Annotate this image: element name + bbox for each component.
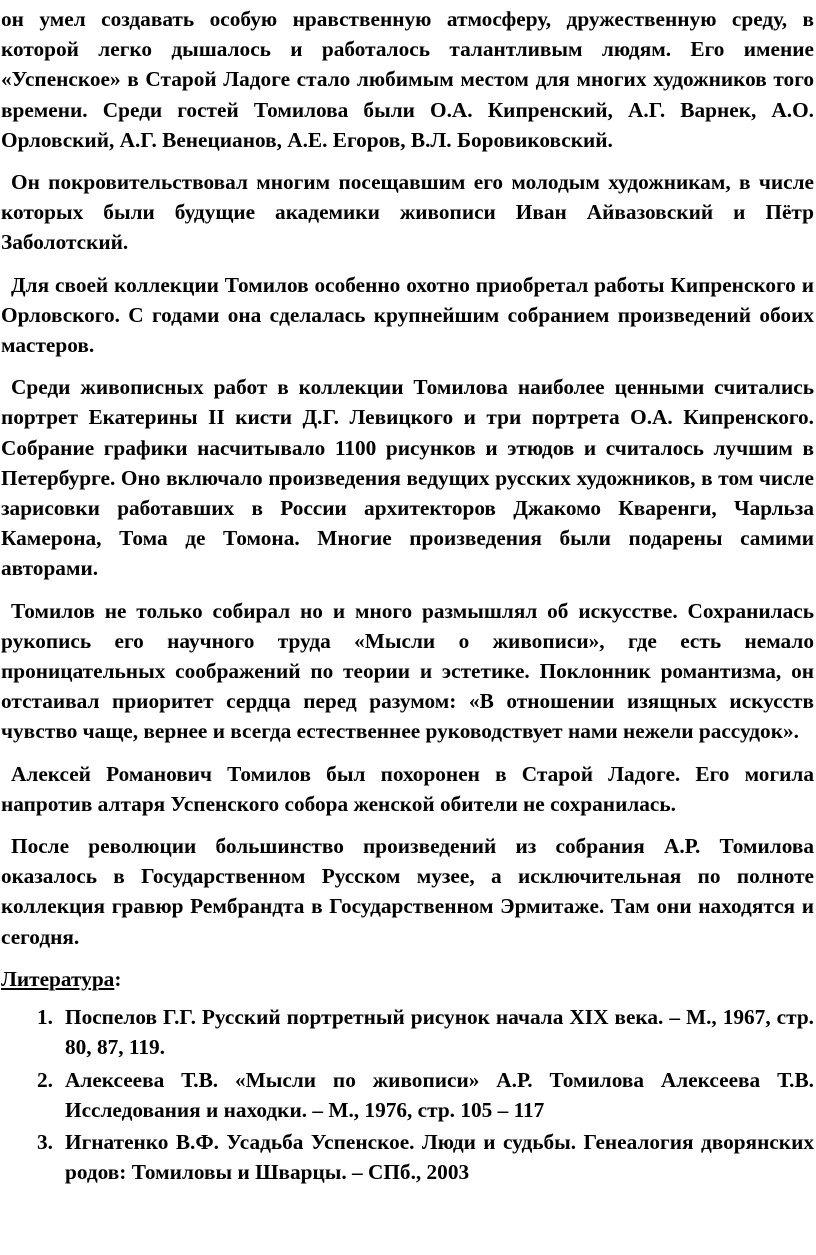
literature-item-number: 3. <box>37 1129 53 1154</box>
literature-item <box>1 1002 814 1062</box>
literature-item <box>1 1127 814 1187</box>
literature-heading-text: Литература <box>1 966 115 991</box>
literature-list <box>1 1002 814 1187</box>
literature-item-text: Игнатенко В.Ф. Усадьба Успенское. Люди и судьбы. Генеалогия дворянских родов: Томиловы и Шварцы. – СПб., 2003 <box>65 1129 814 1185</box>
literature-item-text: Поспелов Г.Г. Русский портретный рисунок начала XIX века. – М., 1967, стр. 80, 87, 119. <box>65 1005 814 1060</box>
paragraph-thoughts: Томилов не только собирал но и много размышлял об искусстве. Сохранилась рукопись его научного труда «Мысли о живописи», где есть немало проницательных соображений по теории и эстетике. Поклонник романтизма, он отстаивал приоритет сердца перед разумом: «В отношении изящных искусств чувство чаще, вернее и всегда естественнее руководствует нами нежели рассудок». <box>1 598 814 744</box>
literature-item-number: 1. <box>37 1005 53 1030</box>
literature-item-text: Алексеева Т.В. «Мысли по живописи» А.Р. Томилова Алексеева Т.В. Исследования и находки. – М., 1976, стр. 105 – 117 <box>65 1067 814 1122</box>
paragraph-revolution: После революции большинство произведений из собрания А.Р. Томилова оказалось в Государственном Русском музее, а исключительная по полноте коллекция гравюр Рембрандта в Государственном Эрмитаже. Там они находятся и сегодня. <box>1 834 814 949</box>
literature-heading <box>1 964 814 994</box>
literature-item <box>1 1065 814 1125</box>
paragraph-paintings: Среди живописных работ в коллекции Томилова наиболее ценными считались портрет Екатерины II кисти Д.Г. Левицкого и три портрета О.А. Кипренского. Собрание графики насчитывало 1100 рисунков и этюдов и считалось лучшим в Петербурге. Оно включало произведения ведущих русских художников, в том числе зарисовки работавших в России архитекторов Джакомо Кваренги, Чарльза Камерона, Тома де Томона. Многие произведения были подарены самими авторами. <box>1 375 814 581</box>
paragraph-atmosphere: он умел создавать особую нравственную атмосферу, дружественную среду, в которой легко дышалось и работалось талантливым людям. Его имение «Успенское» в Старой Ладоге стало любимым местом для многих художников того времени. Среди гостей Томилова были О.А. Кипренский, А.Г. Варнек, А.О. Орловский, А.Г. Венецианов, А.Е. Егоров, В.Л. Боровиковский. <box>1 7 814 152</box>
paragraph-collection: Для своей коллекции Томилов особенно охотно приобретал работы Кипренского и Орловского. С годами она сделалась крупнейшим собранием произведений обоих мастеров. <box>1 272 814 358</box>
literature-item-number: 2. <box>37 1067 53 1092</box>
paragraph-burial: Алексей Романович Томилов был похоронен в Старой Ладоге. Его могила напротив алтаря Успенского собора женской обители не сохранилась. <box>1 761 814 816</box>
paragraph-patronage: Он покровительствовал многим посещавшим его молодым художникам, в числе которых были будущие академики живописи Иван Айвазовский и Пётр Заболотский. <box>1 170 814 255</box>
literature-heading-colon: : <box>114 966 122 991</box>
